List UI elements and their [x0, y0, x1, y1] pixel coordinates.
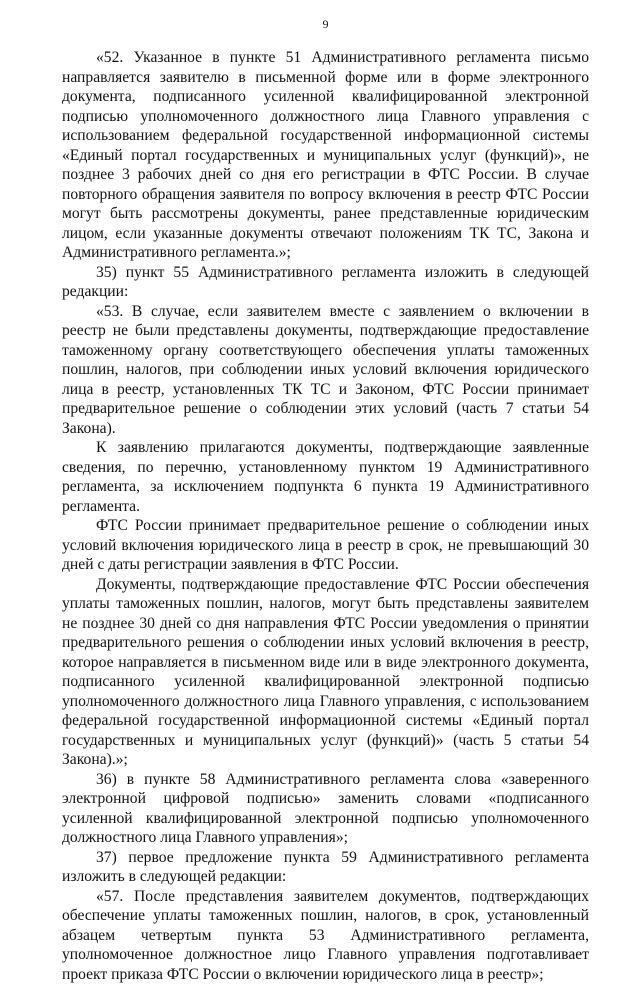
paragraph-security-documents: Документы, подтверждающие предоставление ФТС России обеспечения уплаты таможенных пошлин, налогов, могут быть представлены заявителем не позднее 30 дней со дня направления ФТС России уведомления о принятии предварительного решения о соблюдении иных условий включения в реестр, которое направляется в письменном виде или в виде электронного документа, подписанного усиленной квалифицированной электронной подписью уполномоченного должностного лица Главного управления, с использованием федеральной государственной информационной системы «Единый портал государственных и муниципальных услуг (функций)» (часть 5 статьи 54 Закона).»; [62, 575, 589, 770]
paragraph-52: «52. Указанное в пункте 51 Административного регламента письмо направляется заявителю в письменной форме или в форме электронного документа, подписанного усиленной квалифицированной электронной подписью уполномоченного должностного лица Главного управления с использованием федеральной государственной информационной системы «Единый портал государственных и муниципальных услуг (функций)», не позднее 3 рабочих дней со дня его регистрации в ФТС России. В случае повторного обращения заявителя по вопросу включения в реестр ФТС России могут быть рассмотрены документы, ранее представленные юридическим лицом, если указанные документы отвечают положениям ТК ТС, Закона и Административного регламента.»; [62, 48, 589, 263]
paragraph-amendment-36: 36) в пункте 58 Административного регламента слова «заверенного электронной цифровой подписью» заменить словами «подписанного усиленной квалифицированной электронной подписью уполномоченного должностного лица Главного управления»; [62, 770, 589, 848]
paragraph-amendment-37: 37) первое предложение пункта 59 Административного регламента изложить в следующей редакции: [62, 848, 589, 887]
paragraph-57: «57. После представления заявителем документов, подтверждающих обеспечение уплаты таможенных пошлин, налогов, в срок, установленный абзацем четвертым пункта 53 Административного регламента, уполномоченное должностное лицо Главного управления подготавливает проект приказа ФТС России о включении юридического лица в реестр»; [62, 887, 589, 984]
document-page [62, 0, 589, 905]
paragraph-amendment-35: 35) пункт 55 Административного регламента изложить в следующей редакции: [62, 263, 589, 302]
paragraph-preliminary-decision: ФТС России принимает предварительное решение о соблюдении иных условий включения юридического лица в реестр в срок, не превышающий 30 дней с даты регистрации заявления в ФТС России. [62, 516, 589, 575]
document-body [62, 48, 589, 984]
paragraph-53: «53. В случае, если заявителем вместе с заявлением о включении в реестр не были представлены документы, подтверждающие предоставление таможенному органу соответствующего обеспечения уплаты таможенных пошлин, налогов, при соблюдении иных условий включения юридического лица в реестр, установленных ТК ТС и Законом, ФТС России принимает предварительное решение о соблюдении этих условий (часть 7 статьи 54 Закона). [62, 302, 589, 439]
page-number: 9 [62, 17, 589, 32]
paragraph-documents-attached: К заявлению прилагаются документы, подтверждающие заявленные сведения, по перечню, установленному пунктом 19 Административного регламента, за исключением подпункта 6 пункта 19 Административного регламента. [62, 438, 589, 516]
